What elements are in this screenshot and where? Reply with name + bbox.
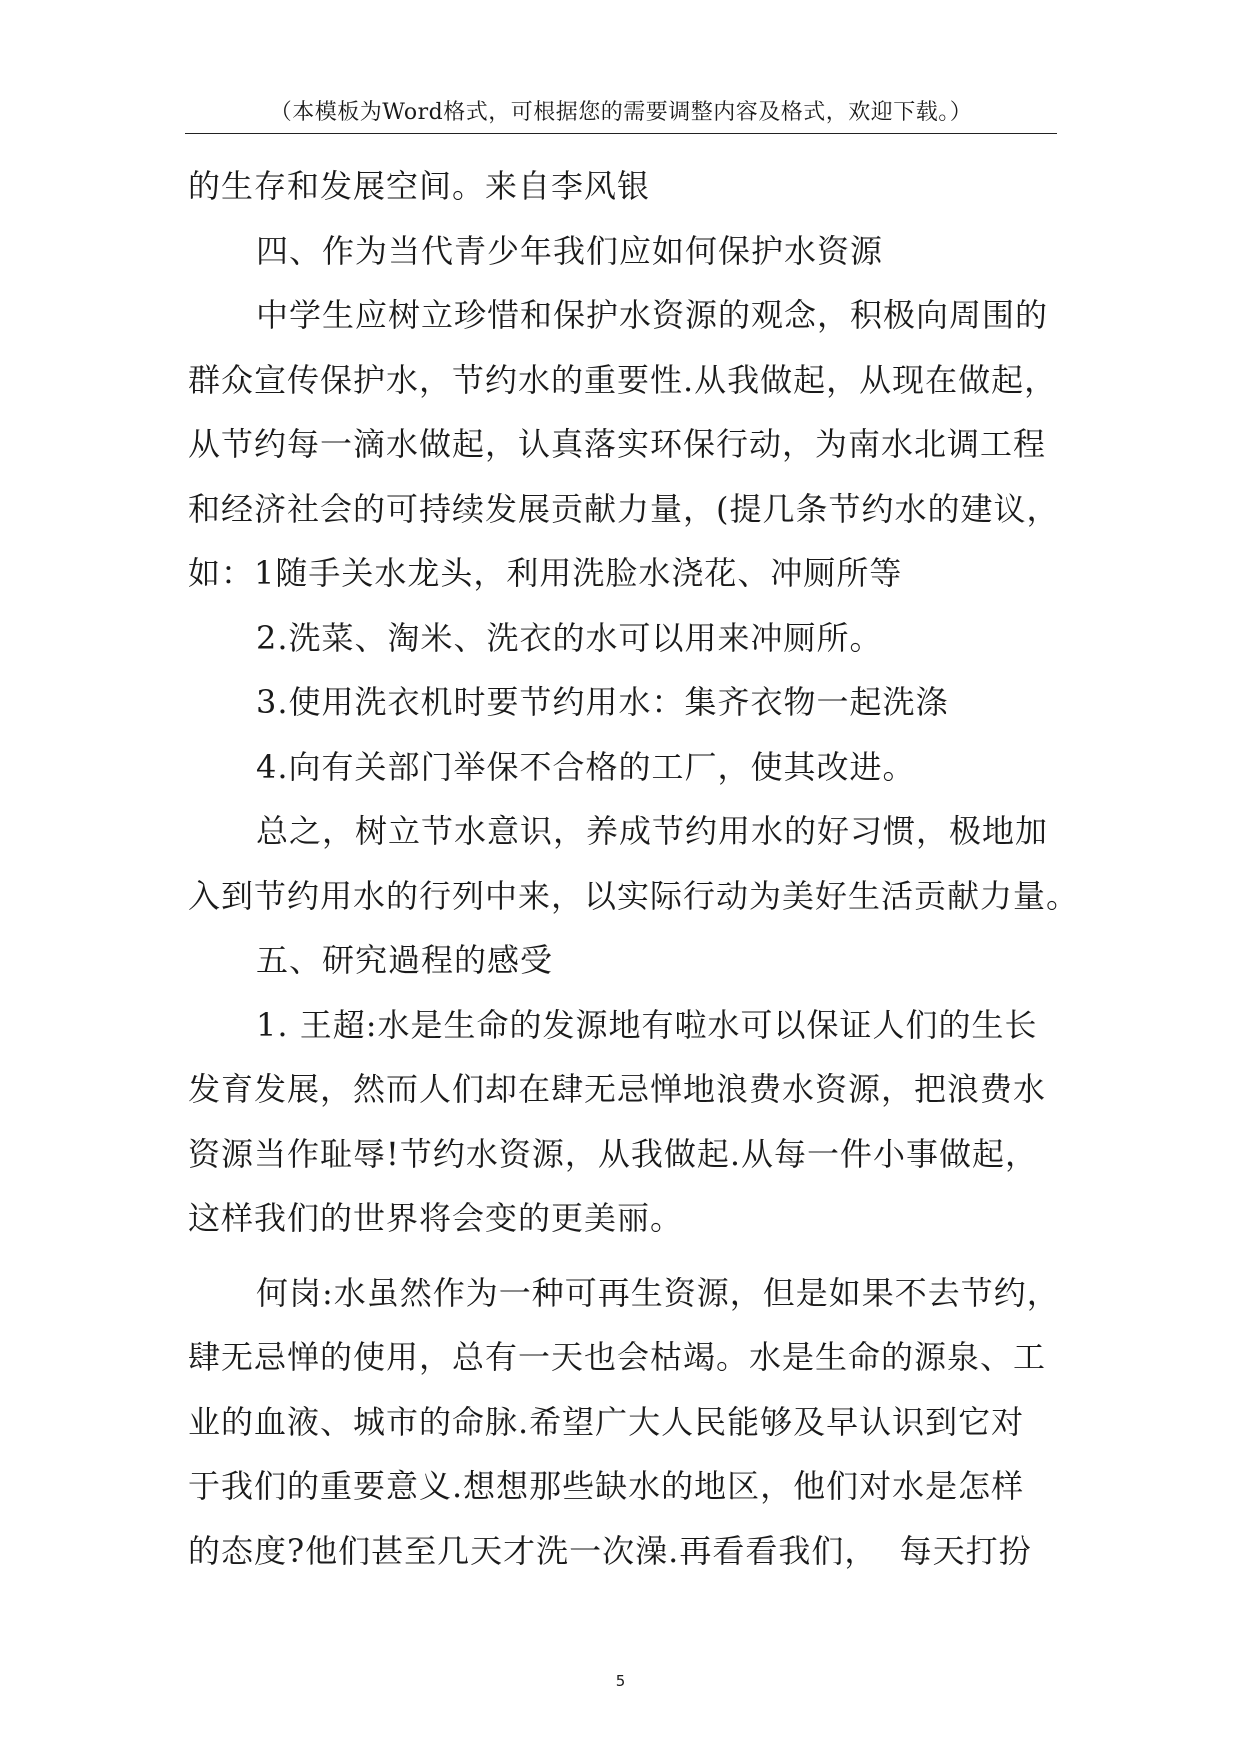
list-item-2: 2.洗菜、淘米、洗衣的水可以用来冲厕所。 xyxy=(256,618,883,657)
list-item-4: 4.向有关部门举保不合格的工厂，使其改进。 xyxy=(256,747,916,786)
header-divider xyxy=(185,133,1057,134)
document-body xyxy=(188,154,1080,1583)
body-line-20: 业的血液、城市的命脉.希望广大人民能够及早认识到它对 xyxy=(188,1402,1025,1441)
body-line-18: 何岗:水虽然作为一种可再生资源，但是如果不去节约， xyxy=(256,1273,1060,1312)
body-line-19: 肆无忌惮的使用，总有一天也会枯竭。水是生命的源泉、工 xyxy=(188,1338,1047,1376)
body-line-21: 于我们的重要意义.想想那些缺水的地区，他们对水是怎样 xyxy=(188,1467,1025,1505)
body-line-11: 总之，树立节水意识，养成节约用水的好习惯，极地加 xyxy=(256,812,1049,850)
body-line-16: 资源当作耻辱!节约水资源，从我做起.从每一件小事做起， xyxy=(188,1134,1039,1173)
body-line-1: 的生存和发展空间。来自李风银 xyxy=(188,167,651,205)
section-heading-4: 四、作为当代青少年我们应如何保护水资源 xyxy=(256,231,884,270)
body-line-14: 1. 王超:水是生命的发源地有啦水可以保证人们的生长 xyxy=(256,1005,1038,1044)
list-item-3: 3.使用洗衣机时要节约用水：集齐衣物一起洗涤 xyxy=(256,683,949,721)
page-number: 5 xyxy=(615,1672,626,1690)
body-line-5: 从节约每一滴水做起，认真落实环保行动，为南水北调工程 xyxy=(188,425,1047,463)
section-heading-5: 五、研究過程的感受 xyxy=(256,941,554,979)
body-line-7: 如：1随手关水龙头，利用洗脸水浇花、冲厕所等 xyxy=(188,554,903,592)
body-line-17: 这样我们的世界将会变的更美丽。 xyxy=(188,1199,684,1237)
body-line-4: 群众宣传保护水，节约水的重要性.从我做起，从现在做起， xyxy=(188,360,1058,399)
body-line-22: 的态度?他们甚至几天才洗一次澡.再看看我们， 每天打扮 xyxy=(188,1531,1032,1570)
body-line-3: 中学生应树立珍惜和保护水资源的观念，积极向周围的 xyxy=(256,296,1049,334)
header-note: （本模板为Word格式，可根据您的需要调整内容及格式，欢迎下载。） xyxy=(269,100,973,125)
body-line-6: 和经济社会的可持续发展贡献力量，(提几条节约水的建议， xyxy=(188,489,1060,528)
body-line-12: 入到节约用水的行列中来，以实际行动为美好生活贡献力量。 xyxy=(188,876,1080,915)
body-line-15: 发育发展，然而人们却在肆无忌惮地浪费水资源，把浪费水 xyxy=(188,1070,1047,1108)
